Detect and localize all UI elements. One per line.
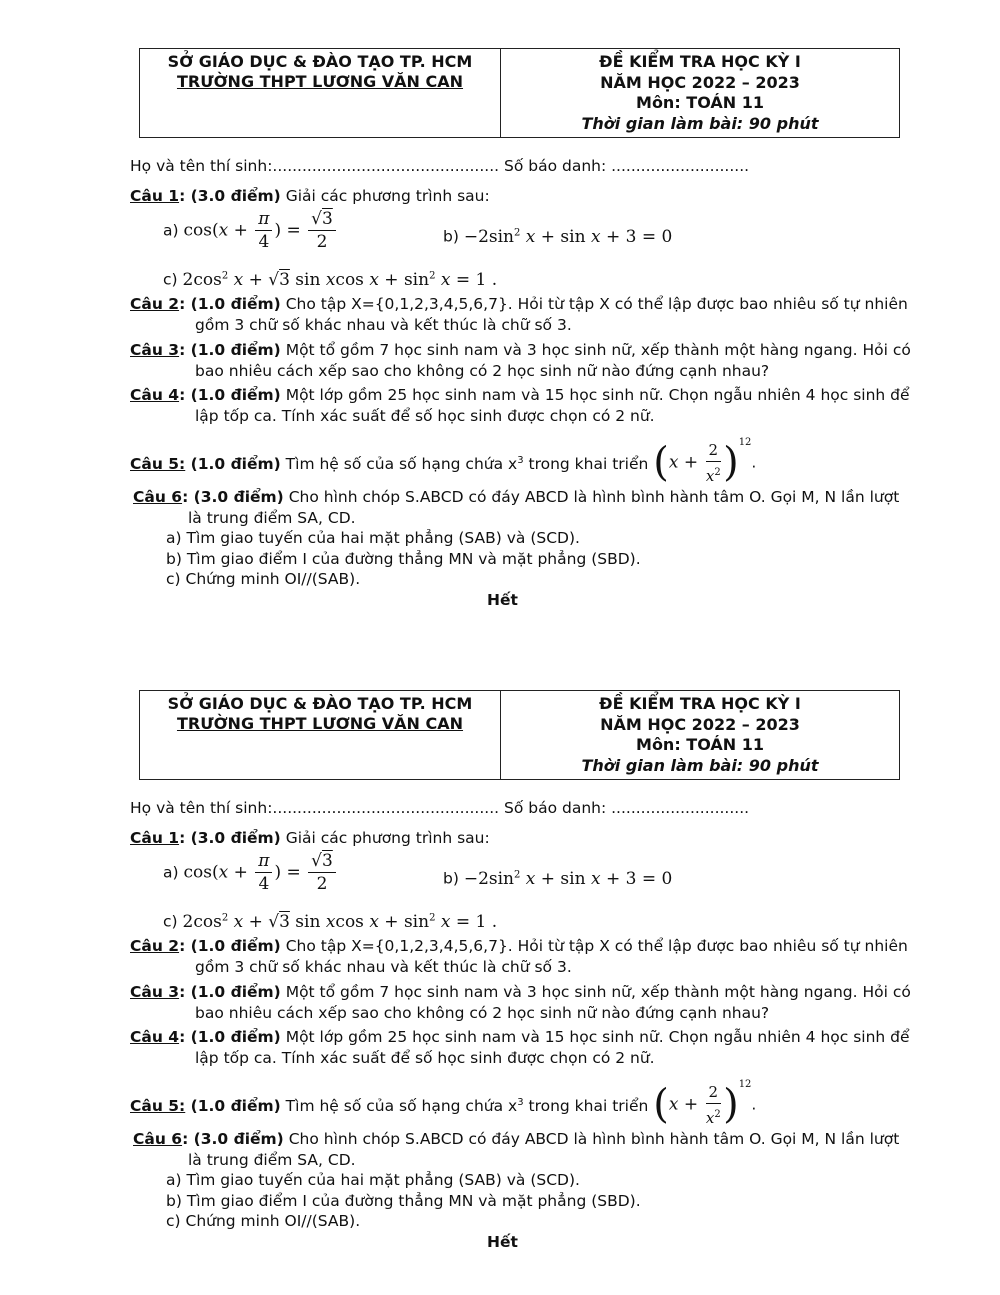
department-name: SỞ GIÁO DỤC & ĐÀO TẠO TP. HCM	[167, 694, 473, 713]
question-5: Câu 5: (1.0 điểm) Tìm hệ số của số hạng chứa $x^3$ trong khai triển (x + $\frac{2}{x^2}$ )$^{12}$.	[130, 1079, 757, 1128]
question-1-heading	[130, 186, 490, 206]
item-label: b)	[443, 869, 459, 888]
question-2-line2: gồm 3 chữ số khác nhau và kết thúc là chữ số 3.	[195, 958, 572, 976]
question-text: Giải các phương trình sau:	[280, 829, 490, 847]
question-label: Câu 1	[130, 829, 180, 847]
equation-1a: a) cos(x + $\frac{\pi}{4}$ ) = $\frac{√3}{2}$	[163, 208, 338, 258]
end-marker: Hết	[487, 591, 518, 609]
question-3-line1: Câu 3: (1.0 điểm) Một tổ gồm 7 học sinh nam và 3 học sinh nữ, xếp thành một hàng ngang. Hỏi có	[130, 341, 911, 359]
header-left	[140, 49, 501, 137]
question-6b: b) Tìm giao điểm I của đường thẳng MN và mặt phẳng (SBD).	[166, 550, 641, 568]
exam-title: ĐỀ KIỂM TRA HỌC KỲ I	[599, 52, 801, 71]
school-year: NĂM HỌC 2022 – 2023	[600, 72, 800, 92]
question-label: Câu 1	[130, 187, 180, 205]
question-text: Giải các phương trình sau:	[280, 187, 490, 205]
school-year: NĂM HỌC 2022 – 2023	[600, 714, 800, 734]
subject: Môn: TOÁN 11	[636, 735, 764, 754]
subject: Môn: TOÁN 11	[636, 93, 764, 112]
time-limit: Thời gian làm bài: 90 phút	[581, 755, 819, 775]
exam-title: ĐỀ KIỂM TRA HỌC KỲ I	[599, 694, 801, 713]
question-6b: b) Tìm giao điểm I của đường thẳng MN và mặt phẳng (SBD).	[166, 1192, 641, 1210]
question-2-line1: Câu 2: (1.0 điểm) Cho tập X={0,1,2,3,4,5,6,7}. Hỏi từ tập X có thể lập được bao nhiêu số tự nhiên	[130, 295, 908, 313]
equation-1a: a) cos(x + $\frac{\pi}{4}$ ) = $\frac{√3}{2}$	[163, 850, 338, 900]
header-left	[140, 691, 501, 779]
department-name: SỞ GIÁO DỤC & ĐÀO TẠO TP. HCM	[167, 52, 473, 71]
question-6c: c) Chứng minh OI//(SAB).	[166, 570, 361, 588]
question-6-line1: Câu 6: (3.0 điểm) Cho hình chóp S.ABCD có đáy ABCD là hình bình hành tâm O. Gọi M, N lần lượt	[133, 488, 900, 506]
item-label: c)	[163, 270, 178, 289]
question-6-line2: là trung điểm SA, CD.	[188, 1151, 356, 1169]
student-info-line: Họ và tên thí sinh:.............................................. Số báo danh: ............................	[130, 799, 750, 817]
question-2-line2: gồm 3 chữ số khác nhau và kết thúc là chữ số 3.	[195, 316, 572, 334]
school-name: TRƯỜNG THPT LƯƠNG VĂN CAN	[176, 72, 464, 91]
exam-header-box	[139, 48, 900, 138]
question-4-line2: lập tốp ca. Tính xác suất để số học sinh được chọn có 2 nữ.	[195, 1049, 655, 1067]
equation-1b: $b) -2\sin^2$ x + sin x + 3 = 0	[443, 868, 673, 889]
question-1-heading	[130, 828, 490, 848]
student-info-line: Họ và tên thí sinh:.............................................. Số báo danh: ............................	[130, 157, 750, 175]
header-right	[501, 49, 899, 137]
question-3-line2: bao nhiêu cách xếp sao cho không có 2 học sinh nữ nào đứng cạnh nhau?	[195, 362, 770, 380]
question-6a: a) Tìm giao tuyến của hai mặt phẳng (SAB) và (SCD).	[166, 529, 580, 547]
item-label: c)	[163, 912, 178, 931]
item-label: a)	[163, 221, 179, 240]
equation-1c: c) $2\cos^2$ x + √3 sin xcos $x + \sin^2 x = 1$ .	[163, 269, 498, 290]
question-5: Câu 5: (1.0 điểm) Tìm hệ số của số hạng chứa $x^3$ trong khai triển (x + $\frac{2}{x^2}$ )$^{12}$.	[130, 437, 757, 486]
question-6a: a) Tìm giao tuyến của hai mặt phẳng (SAB) và (SCD).	[166, 1171, 580, 1189]
question-3-line1: Câu 3: (1.0 điểm) Một tổ gồm 7 học sinh nam và 3 học sinh nữ, xếp thành một hàng ngang. Hỏi có	[130, 983, 911, 1001]
equation-1c: c) $2\cos^2$ x + √3 sin xcos $x + \sin^2 x = 1$ .	[163, 911, 498, 932]
item-label: a)	[163, 863, 179, 882]
question-points: : (3.0 điểm)	[179, 187, 281, 205]
exam-header-box	[139, 690, 900, 780]
question-3-line2: bao nhiêu cách xếp sao cho không có 2 học sinh nữ nào đứng cạnh nhau?	[195, 1004, 770, 1022]
question-4-line1: Câu 4: (1.0 điểm) Một lớp gồm 25 học sinh nam và 15 học sinh nữ. Chọn ngẫu nhiên 4 học sinh để	[130, 386, 910, 404]
question-4-line1: Câu 4: (1.0 điểm) Một lớp gồm 25 học sinh nam và 15 học sinh nữ. Chọn ngẫu nhiên 4 học sinh để	[130, 1028, 910, 1046]
question-6-line2: là trung điểm SA, CD.	[188, 509, 356, 527]
question-6-line1: Câu 6: (3.0 điểm) Cho hình chóp S.ABCD có đáy ABCD là hình bình hành tâm O. Gọi M, N lần lượt	[133, 1130, 900, 1148]
question-4-line2: lập tốp ca. Tính xác suất để số học sinh được chọn có 2 nữ.	[195, 407, 655, 425]
time-limit: Thời gian làm bài: 90 phút	[581, 113, 819, 133]
end-marker: Hết	[487, 1233, 518, 1251]
question-2-line1: Câu 2: (1.0 điểm) Cho tập X={0,1,2,3,4,5,6,7}. Hỏi từ tập X có thể lập được bao nhiêu số tự nhiên	[130, 937, 908, 955]
item-label: b)	[443, 227, 459, 246]
school-name: TRƯỜNG THPT LƯƠNG VĂN CAN	[176, 714, 464, 733]
header-right	[501, 691, 899, 779]
equation-1b: $b) -2\sin^2$ x + sin x + 3 = 0	[443, 226, 673, 247]
question-6c: c) Chứng minh OI//(SAB).	[166, 1212, 361, 1230]
question-points: : (3.0 điểm)	[179, 829, 281, 847]
